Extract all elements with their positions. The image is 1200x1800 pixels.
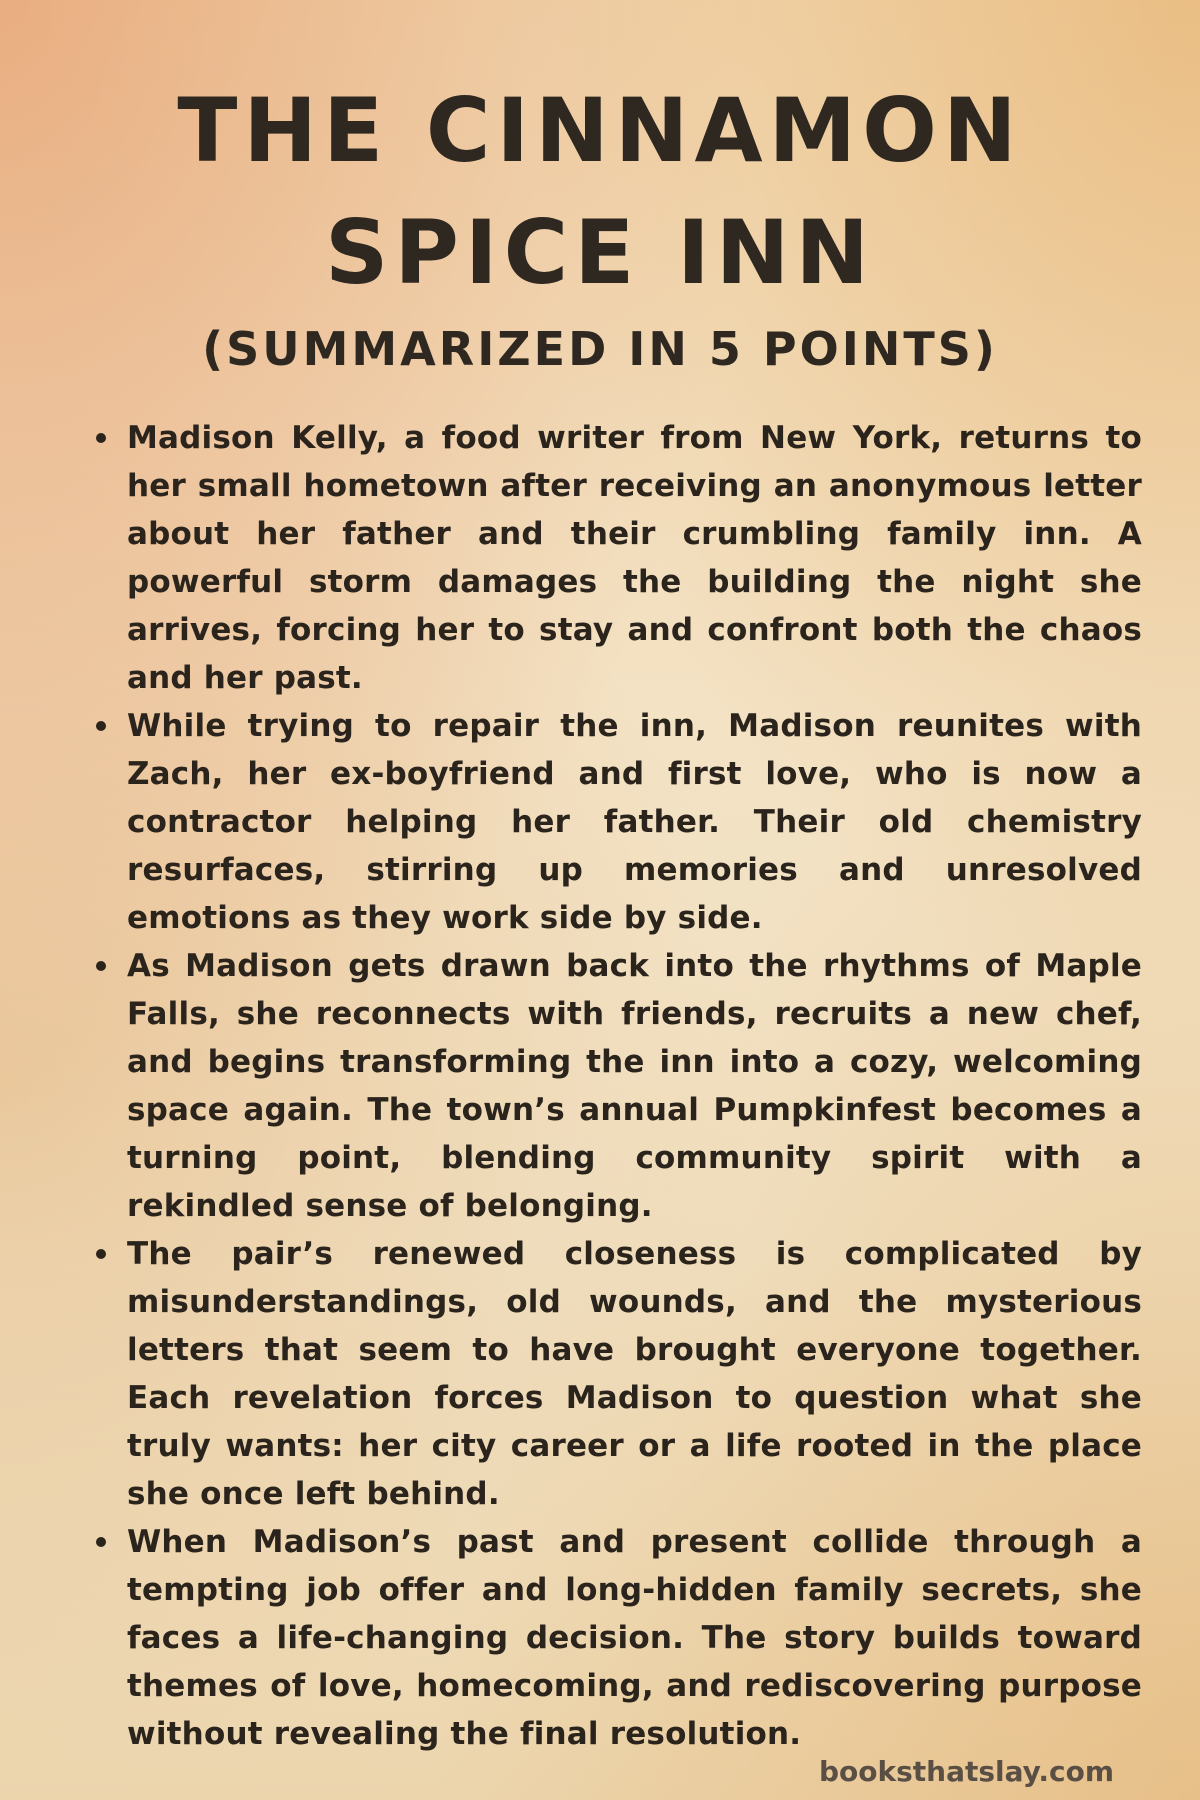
summary-point — [90, 1230, 1142, 1518]
summary-point-text: Madison Kelly, a food writer from New York, returns to her small hometown after receiving an anonymous letter about her father and their crumbling family inn. A powerful storm damages the building the night she arrives, forcing her to stay and confront both the chaos and her past. — [127, 420, 1142, 696]
summary-point — [90, 942, 1142, 1230]
summary-point-text: When Madison’s past and present collide through a tempting job offer and long-hidden family secrets, she faces a life-changing decision. The story builds toward themes of love, homecoming, and rediscovering purpose without revealing the final resolution. — [127, 1524, 1142, 1752]
summary-point — [90, 414, 1142, 702]
bullet-icon — [96, 433, 106, 443]
subtitle: (SUMMARIZED IN 5 POINTS) — [202, 322, 998, 376]
title-line-2: SPICE INN — [325, 201, 875, 304]
bullet-icon — [96, 961, 106, 971]
summary-point — [90, 1518, 1142, 1758]
summary-point — [90, 702, 1142, 942]
bullet-icon — [96, 721, 106, 731]
summary-point-text: As Madison gets drawn back into the rhythms of Maple Falls, she reconnects with friends, recruits a new chef, and begins transforming the inn into a cozy, welcoming space again. The town’s annual Pumpkinfest becomes a turning point, blending community spirit with a rekindled sense of belonging. — [127, 948, 1142, 1224]
title-line-1: THE CINNAMON — [177, 79, 1023, 182]
summary-point-text: While trying to repair the inn, Madison reunites with Zach, her ex-boyfriend and first love, who is now a contractor helping her father. Their old chemistry resurfaces, stirring up memories and unresolved emotions as they work side by side. — [127, 708, 1142, 936]
summary-points-list — [90, 414, 1142, 1758]
bullet-icon — [96, 1537, 106, 1547]
summary-point-text: The pair’s renewed closeness is complicated by misunderstandings, old wounds, and the mysterious letters that seem to have brought everyone together. Each revelation forces Madison to question what she truly wants: her city career or a life rooted in the place she once left behind. — [127, 1236, 1142, 1512]
page-title — [0, 70, 1200, 314]
site-watermark: booksthatslay.com — [818, 1755, 1114, 1788]
bullet-icon — [96, 1249, 106, 1259]
